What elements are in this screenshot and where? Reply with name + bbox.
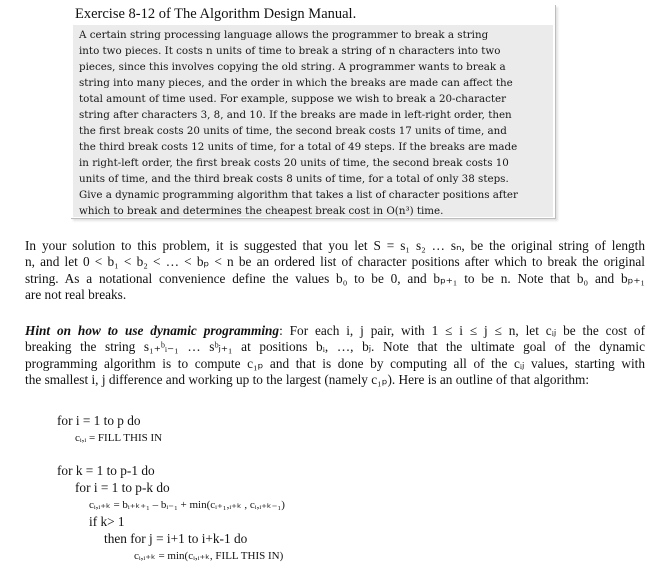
- code-line: if k> 1: [89, 514, 125, 529]
- hint-line: : For each i, j pair, with 1 ≤ i ≤ j ≤ n, let cᵢⱼ be the cost of: [279, 323, 645, 338]
- code-line: for k = 1 to p-1 do: [57, 463, 155, 478]
- exercise-title: Exercise 8-12 of The Algorithm Design Manual.: [75, 6, 357, 22]
- exercise-line: pieces, since this involves copying the old string. A programmer wants to break a: [79, 61, 506, 73]
- exercise-line: which to break and determines the cheapest break cost in O(n³) time.: [79, 205, 444, 217]
- exercise-line: the third break costs 12 units of time, for a total of 49 steps. If the breaks are made: [79, 141, 518, 153]
- code-line: cᵢ,ᵢ₊ₖ = bᵢ₊ₖ₊₁ – bᵢ₋₁ + min(cᵢ₊₁,ᵢ₊ₖ , cᵢ,ᵢ₊ₖ₋₁): [89, 499, 285, 511]
- solution-line: string. As a notational convenience define the values b₀ to be 0, and bₚ₊₁ to be n. Note that b₀ and bₚ₊₁: [25, 270, 645, 286]
- hint-line: breaking the string s₁₊ᵇᵢ₋₁ … sᵇⱼ₊₁ at positions bᵢ, …, bⱼ. Note that the ultimate goal of the dynamic: [25, 339, 645, 355]
- exercise-line: Give a dynamic programming algorithm that takes a list of character positions after: [79, 189, 518, 201]
- hint-line: the smallest i, j difference and working up to the largest (namely c₁ₚ). Here is an outline of that algorithm:: [25, 371, 590, 387]
- exercise-line: A certain string processing language allows the programmer to break a string: [79, 29, 489, 41]
- exercise-box: [71, 5, 556, 219]
- exercise-line: string after characters 3, 8, and 10. If the breaks are made in left-right order, then: [79, 109, 512, 121]
- hint-paragraph: [25, 323, 645, 388]
- exercise-line: units of time, and the third break costs 8 units of time, for a total of only 38 steps.: [79, 173, 509, 185]
- solution-paragraph: [25, 238, 645, 303]
- hint-first-line: [25, 323, 645, 339]
- exercise-line: in right-left order, the first break costs 20 units of time, the second break costs 10: [79, 157, 509, 169]
- hint-line: programming algorithm is to compute c₁ₚ and that is done by computing all of the cᵢⱼ values, starting with: [25, 355, 645, 371]
- exercise-line: total amount of time used. For example, suppose we wish to break a 20-character: [79, 93, 507, 105]
- hint-label: Hint on how to use dynamic programming: [25, 323, 280, 338]
- solution-line: are not real breaks.: [25, 286, 127, 302]
- exercise-line: the first break costs 20 units of time, the second break costs 17 units of time, and: [79, 125, 507, 137]
- code-line: cᵢ,ᵢ = FILL THIS IN: [75, 432, 163, 444]
- solution-line: n, and let 0 < b₁ < b₂ < … < bₚ < n be an ordered list of character positions after which to break the original: [25, 254, 645, 270]
- exercise-line: string into many pieces, and the order in which the breaks are made can affect the: [79, 77, 513, 89]
- code-line: for i = 1 to p-k do: [75, 480, 170, 495]
- code-line: for i = 1 to p do: [57, 413, 141, 428]
- code-line: cᵢ,ᵢ₊ₖ = min(cᵢ,ᵢ₊ₖ, FILL THIS IN): [134, 550, 284, 562]
- code-line: then for j = i+1 to i+k-1 do: [104, 531, 248, 546]
- exercise-text-block: [73, 25, 553, 217]
- solution-line: In your solution to this problem, it is suggested that you let S = s₁ s₂ … sₙ, be the original string of length: [25, 238, 645, 253]
- exercise-line: into two pieces. It costs n units of time to break a string of n characters into two: [79, 45, 501, 57]
